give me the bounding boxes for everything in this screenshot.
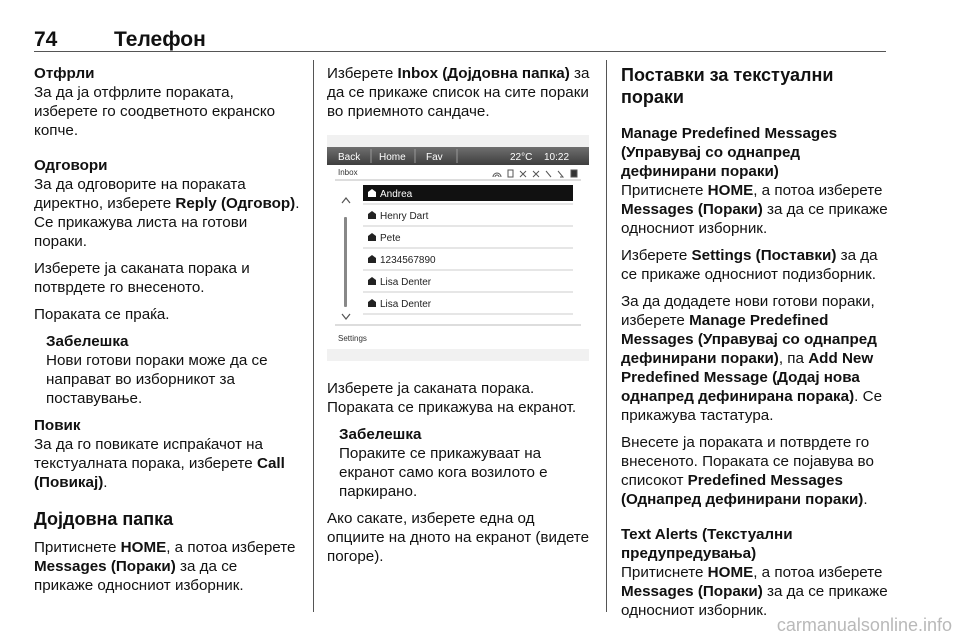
column-divider-1	[313, 60, 314, 612]
text: Притиснете	[34, 539, 121, 556]
note	[327, 425, 595, 501]
screenshot-figure	[327, 135, 589, 361]
text: , а потоа изберете	[753, 182, 883, 199]
menu-term: Reply (Одговор)	[175, 195, 296, 212]
text: . Се прикажува тастатура.	[621, 388, 883, 424]
paragraph: Изберете ја саканата порака. Пораката се прикажува на екранот.	[327, 380, 577, 416]
inbox-screen	[327, 147, 589, 349]
menu-term: Messages (Пораки)	[621, 583, 763, 600]
text: за да се прикаже односниот изборник.	[621, 583, 888, 619]
note-title: Забелешка	[339, 426, 422, 443]
battery-icon	[571, 170, 577, 177]
note	[34, 332, 300, 408]
text: Внесете ја пораката и потврдете го внесеното. Пораката се појавува во списокот	[621, 434, 874, 489]
section-reply	[34, 156, 300, 408]
contact-name: Andrea	[380, 189, 413, 200]
inbox-label: Inbox	[338, 168, 358, 177]
section-title-call: Повик	[34, 417, 81, 434]
column-1	[34, 64, 300, 603]
note-text: Нови готови пораки може да се направат во изборникот за поставување.	[46, 352, 268, 407]
temperature-readout: 22°C	[510, 152, 533, 163]
paragraph	[34, 538, 300, 595]
text: , а потоа изберете	[753, 564, 883, 581]
paragraph	[327, 64, 595, 121]
contact-name: 1234567890	[380, 255, 436, 266]
clock-readout: 10:22	[544, 152, 570, 163]
contact-name: Pete	[380, 233, 401, 244]
section-reject	[34, 64, 300, 140]
paragraph	[621, 563, 889, 620]
paragraph: Изберете ја саканата порака и потврдете го внесеното.	[34, 260, 250, 296]
paragraph	[621, 292, 889, 425]
paragraph: За да ја отфрлите пораката, изберете го соодветното екранско копче.	[34, 84, 276, 139]
menu-term: Messages (Пораки)	[34, 558, 176, 575]
paragraph	[621, 246, 889, 284]
section-title-manage-predefined: Manage Predefined Messages (Управувај со однапред дефинирани пораки)	[621, 125, 838, 180]
menu-term: HOME	[120, 539, 167, 556]
text: , па	[778, 350, 809, 367]
text: за да се прикаже односниот подизборник.	[621, 247, 878, 283]
column-3	[621, 64, 889, 628]
settings-button[interactable]: Settings	[338, 334, 367, 343]
scrollbar-thumb[interactable]	[344, 217, 347, 307]
menu-term: Call (Повикај)	[34, 455, 285, 491]
note-text: Пораките се прикажуваат на екранот само кога возилото е паркирано.	[339, 445, 548, 500]
section-title-text-message-settings: Поставки за текстуални пораки	[621, 65, 834, 107]
section-title-inbox: Дојдовна папка	[34, 509, 174, 529]
text: Притиснете	[621, 564, 708, 581]
text: за да се прикаже односниот изборник.	[621, 201, 888, 237]
text: .	[863, 491, 868, 508]
text: за да се прикаже список на сите пораки во приемното сандаче.	[327, 65, 590, 120]
menu-term: Manage Predefined Messages (Управувај со однапред дефинирани пораки)	[621, 312, 877, 367]
nav-fav-button[interactable]: Fav	[426, 152, 443, 163]
menu-term: Settings (Поставки)	[691, 247, 837, 264]
section-title-reply: Одговори	[34, 157, 108, 174]
menu-term: Add New Predefined Message (Додај нова однапред дефинирана порака)	[621, 350, 874, 405]
page-number: 74	[34, 28, 58, 51]
watermark: carmanualsonline.info	[776, 615, 952, 635]
section-inbox	[34, 508, 300, 595]
text: Изберете	[621, 247, 692, 264]
text: .	[103, 474, 108, 491]
section-title-text-alerts: Text Alerts (Текстуални предупредувања)	[621, 526, 793, 562]
section-title-reject: Отфрли	[34, 65, 95, 82]
text: За да додадете нови готови пораки, изберете	[621, 293, 875, 329]
menu-term: HOME	[707, 564, 754, 581]
contact-name: Lisa Denter	[380, 277, 432, 288]
menu-term: Inbox (Дојдовна папка)	[397, 65, 570, 82]
paragraph: Ако сакате, изберете една од опциите на дното на екранот (видете погоре).	[327, 510, 590, 565]
section-text-alerts	[621, 525, 889, 620]
contact-name: Lisa Denter	[380, 299, 432, 310]
paragraph: Пораката се праќа.	[34, 306, 170, 323]
note-title: Забелешка	[46, 333, 129, 350]
contact-name: Henry Dart	[380, 211, 429, 222]
menu-term: Predefined Messages (Однапред дефинирани пораки)	[621, 472, 864, 508]
page-title: Телефон	[114, 28, 206, 51]
nav-back-button[interactable]: Back	[338, 152, 361, 163]
column-2	[327, 64, 595, 574]
text: Изберете	[327, 65, 398, 82]
text: . Се прикажува листа на готови пораки.	[34, 195, 300, 250]
column-divider-2	[606, 60, 607, 612]
header-rule	[34, 51, 886, 52]
text: , а потоа изберете	[166, 539, 296, 556]
menu-term: HOME	[707, 182, 754, 199]
text: За да одговорите на пораката директно, изберете	[34, 176, 246, 212]
text: За да го повикате испраќачот на текстуалната порака, изберете	[34, 436, 263, 472]
paragraph	[34, 435, 300, 492]
section-call	[34, 416, 300, 492]
menu-term: Messages (Пораки)	[621, 201, 763, 218]
text: Притиснете	[621, 182, 708, 199]
section-manage-predefined	[621, 124, 889, 509]
paragraph	[34, 175, 300, 251]
text: за да се прикаже односниот изборник.	[34, 558, 244, 594]
paragraph	[621, 433, 889, 509]
paragraph	[621, 181, 889, 238]
nav-home-button[interactable]: Home	[379, 152, 406, 163]
